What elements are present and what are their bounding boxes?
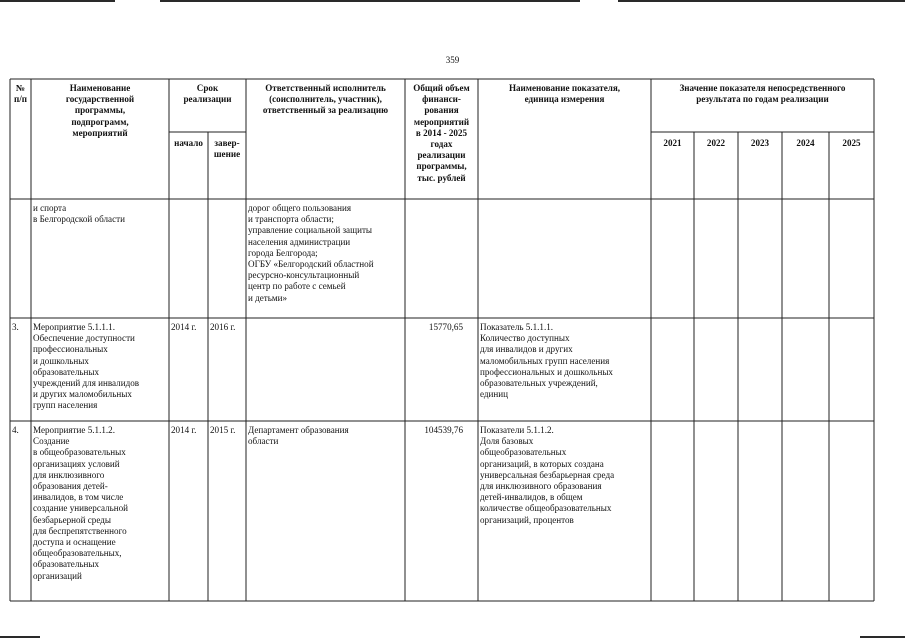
- row-1-executor: дорог общего пользования и транспорта области; управление социальной защиты населения администрации города Белгорода; ОГБУ «Белгородский областной ресурсно-консультационный центр по работе с семьей и детьми»: [248, 203, 374, 303]
- row-1-indicator: [478, 202, 651, 216]
- row-3-name: Мероприятие 5.1.1.1. Обеспечение доступности профессиональных и дошкольных образовательных учреждений для инвалидов и других маломобильных групп населения: [33, 322, 140, 411]
- row-1-volume: [405, 202, 478, 216]
- row-4-start: 2014 г.: [171, 425, 197, 435]
- row-4-name: Мероприятие 5.1.1.2. Создание в общеобразовательных организациях условий для инклюзивного образования детей- инвалидов, в том числе создание универсальной безбарьерной среды для беспрепятственного доступа и оснащение общеобразовательных, образовательных организаций: [33, 425, 129, 581]
- header-term-start: начало: [174, 138, 203, 148]
- row-1-start: [169, 202, 208, 216]
- header-year-2021: 2021: [663, 138, 682, 148]
- page-number: 359: [445, 55, 460, 65]
- header-num: № п/п: [13, 83, 27, 105]
- row-3-volume: 15770,65: [428, 322, 463, 332]
- row-4-end: 2015 г.: [210, 425, 236, 435]
- header-name: Наименование государственной программы, подпрограмм, мероприятий: [65, 83, 135, 138]
- header-values: Значение показателя непосредственного результата по годам реализации: [679, 83, 846, 105]
- header-year-2025: 2025: [842, 138, 861, 148]
- row-4-indicator: Показатели 5.1.1.2. Доля базовых общеобразовательных организаций, в которых создана универсальная безбарьерная среда для инклюзивного образования детей-инвалидов, в общем количестве общеобразовательных организаций, процентов: [480, 425, 615, 525]
- row-4-volume: 104539,76: [424, 425, 463, 435]
- row-3-end: 2016 г.: [210, 322, 236, 332]
- row-4-num: 4.: [12, 425, 19, 435]
- header-year-2024: 2024: [796, 138, 815, 148]
- row-3-indicator: Показатель 5.1.1.1. Количество доступных для инвалидов и других маломобильных групп населения профессиональных и дошкольных образовательных учреждений, единиц: [480, 322, 613, 400]
- row-3-start: 2014 г.: [171, 322, 197, 332]
- header-executor: Ответственный исполнитель (соисполнитель, участник), ответственный за реализацию: [262, 83, 389, 116]
- header-term-end: завер- шение: [213, 138, 241, 160]
- row-1-num: [10, 202, 31, 216]
- row-1-end: [208, 202, 246, 216]
- row-3-executor: [246, 321, 405, 335]
- header-year-2022: 2022: [706, 138, 726, 148]
- row-1-name: и спорта в Белгородской области: [33, 203, 125, 225]
- row-4-executor: Департамент образования области: [248, 425, 349, 447]
- header-term: Срок реализации: [183, 83, 232, 105]
- header-year-2023: 2023: [750, 138, 770, 148]
- header-indicator: Наименование показателя, единица измерения: [508, 83, 621, 105]
- header-volume: Общий объем финанси- рования мероприятий в 2014 - 2025 годах реализации программы, тыс. рублей: [413, 83, 470, 183]
- row-3-num: 3.: [12, 322, 19, 332]
